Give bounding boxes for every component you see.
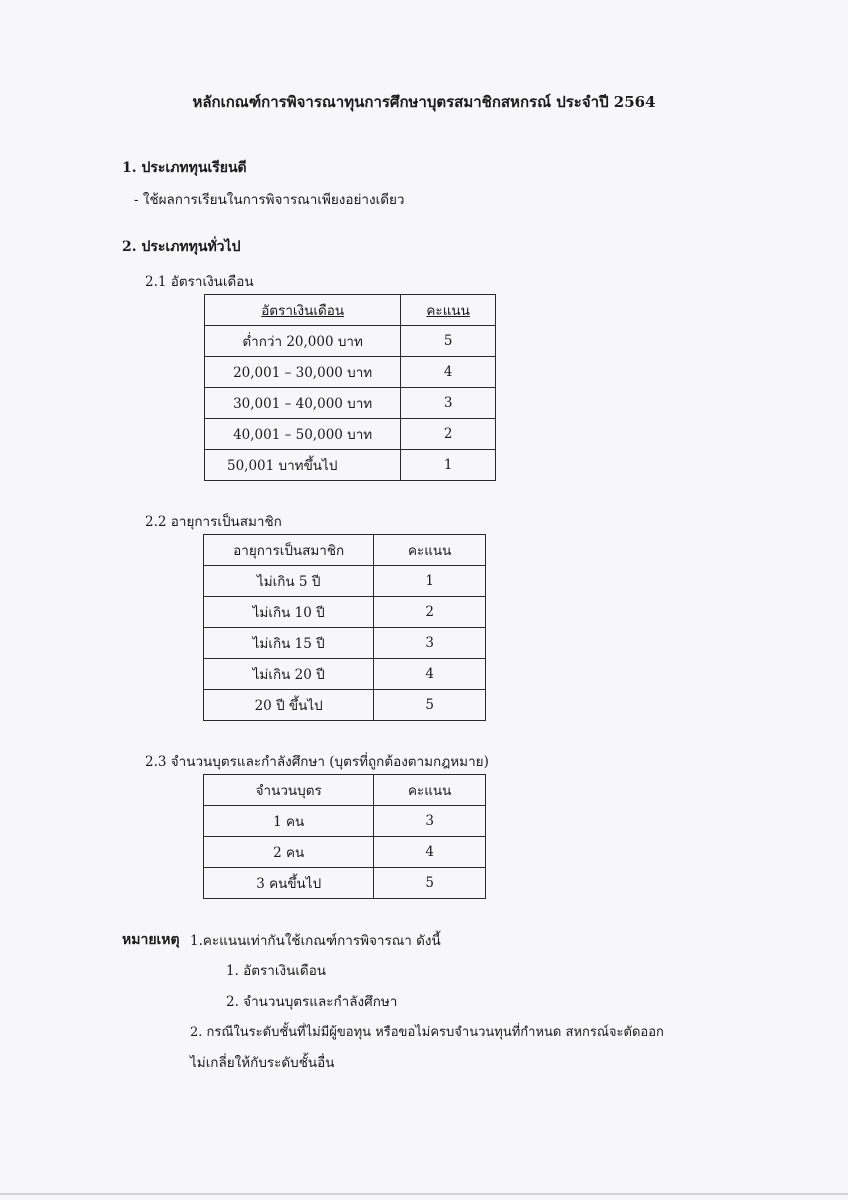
score-column-header: คะแนน [374, 535, 486, 566]
scan-edge-divider [0, 1193, 848, 1195]
score-cell: 4 [401, 357, 496, 388]
children-table [203, 774, 486, 899]
membership-column-header: อายุการเป็นสมาชิก [204, 535, 374, 566]
score-cell: 2 [401, 419, 496, 450]
membership-cell: 20 ปี ขึ้นไป [204, 690, 374, 721]
table-header-row [205, 295, 496, 326]
score-cell: 1 [374, 566, 486, 597]
score-cell: 1 [401, 450, 496, 481]
section1-heading: 1. ประเภททุนเรียนดี [122, 160, 247, 176]
membership-table [203, 534, 486, 721]
score-cell: 5 [374, 690, 486, 721]
salary-cell: 50,001 บาทขึ้นไป [205, 450, 401, 481]
notes-label: หมายเหตุ [122, 932, 180, 948]
table-row [204, 806, 486, 837]
table-row [204, 837, 486, 868]
score-cell: 3 [374, 628, 486, 659]
salary-cell: ต่ำกว่า 20,000 บาท [205, 326, 401, 357]
table-row [204, 566, 486, 597]
score-column-header: คะแนน [374, 775, 486, 806]
children-cell: 1 คน [204, 806, 374, 837]
document-title: หลักเกณฑ์การพิจารณาทุนการศึกษาบุตรสมาชิกสหกรณ์ ประจำปี 2564 [192, 93, 656, 111]
section2-heading: 2. ประเภททุนทั่วไป [122, 239, 241, 255]
note-line-2b: ไม่เกลี่ยให้กับระดับชั้นอื่น [190, 1055, 335, 1071]
table-row [204, 628, 486, 659]
score-cell: 3 [401, 388, 496, 419]
score-cell: 5 [401, 326, 496, 357]
salary-column-header: อัตราเงินเดือน [205, 295, 401, 326]
table-row [204, 690, 486, 721]
score-cell: 3 [374, 806, 486, 837]
sub1-heading: 2.1 อัตราเงินเดือน [145, 274, 254, 290]
sub2-heading: 2.2 อายุการเป็นสมาชิก [145, 514, 282, 530]
note-line-1a: 1. อัตราเงินเดือน [226, 963, 327, 979]
salary-cell: 40,001 – 50,000 บาท [205, 419, 401, 450]
membership-cell: ไม่เกิน 5 ปี [204, 566, 374, 597]
table-header-row [204, 775, 486, 806]
salary-table [204, 294, 496, 481]
note-line-2: 2. กรณีในระดับชั้นที่ไม่มีผู้ขอทุน หรือขอไม่ครบจำนวนทุนที่กำหนด สหกรณ์จะตัดออก [190, 1025, 664, 1040]
children-cell: 3 คนขึ้นไป [204, 868, 374, 899]
table-row [205, 419, 496, 450]
score-cell: 5 [374, 868, 486, 899]
membership-cell: ไม่เกิน 15 ปี [204, 628, 374, 659]
table-header-row [204, 535, 486, 566]
children-cell: 2 คน [204, 837, 374, 868]
section1-item: - ใช้ผลการเรียนในการพิจารณาเพียงอย่างเดียว [134, 192, 405, 208]
membership-cell: ไม่เกิน 20 ปี [204, 659, 374, 690]
salary-cell: 20,001 – 30,000 บาท [205, 357, 401, 388]
table-row [204, 597, 486, 628]
sub3-heading: 2.3 จำนวนบุตรและกำลังศึกษา (บุตรที่ถูกต้องตามกฎหมาย) [145, 754, 489, 770]
note-line-1: 1.คะแนนเท่ากันใช้เกณฑ์การพิจารณา ดังนี้ [190, 933, 441, 949]
salary-cell: 30,001 – 40,000 บาท [205, 388, 401, 419]
score-cell: 4 [374, 837, 486, 868]
note-line-1b: 2. จำนวนบุตรและกำลังศึกษา [226, 994, 398, 1010]
table-row [205, 450, 496, 481]
score-column-header: คะแนน [401, 295, 496, 326]
score-cell: 4 [374, 659, 486, 690]
table-row [205, 357, 496, 388]
table-row [205, 388, 496, 419]
children-column-header: จำนวนบุตร [204, 775, 374, 806]
table-row [204, 868, 486, 899]
score-cell: 2 [374, 597, 486, 628]
membership-cell: ไม่เกิน 10 ปี [204, 597, 374, 628]
table-row [205, 326, 496, 357]
table-row [204, 659, 486, 690]
